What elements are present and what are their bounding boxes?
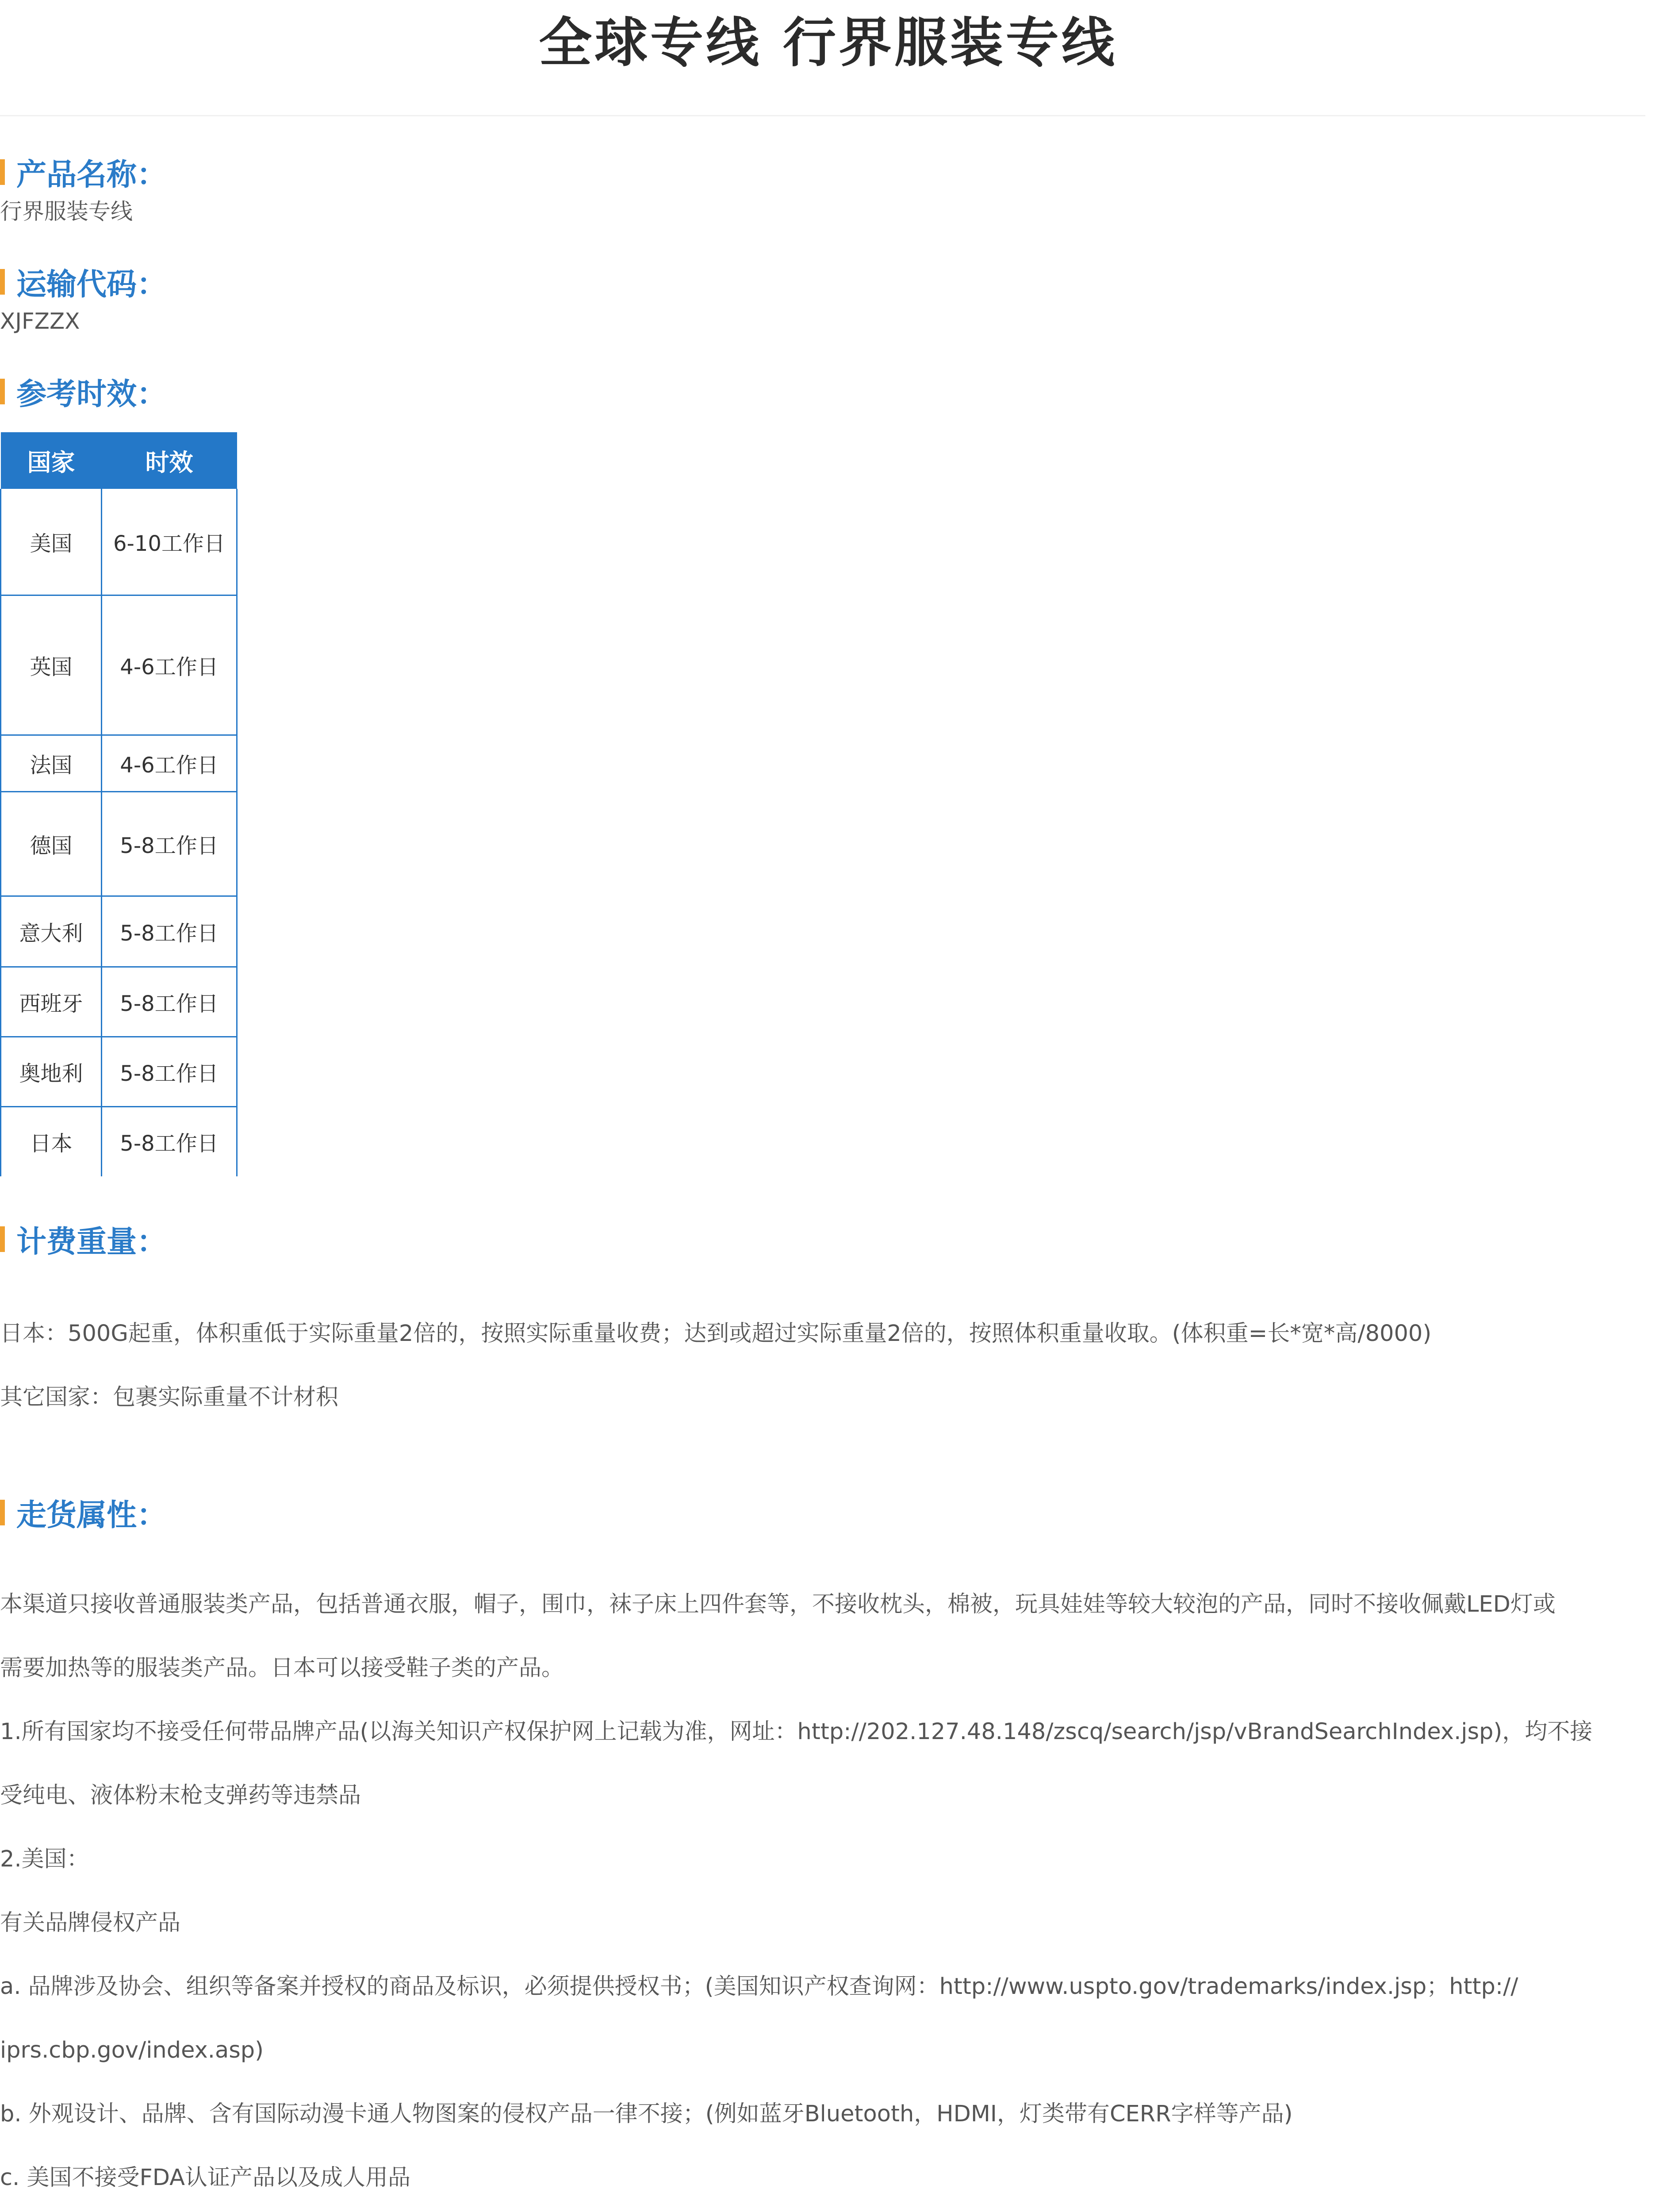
cargo-line: c. 美国不接受FDA认证产品以及成人用品 [0,2165,411,2191]
timing-country-cell: 奥地利 [1,1037,102,1106]
table-row [1,735,237,791]
timing-country-cell: 英国 [1,595,102,735]
timing-time-cell: 5-8工作日 [102,967,237,1037]
timing-country-cell: 美国 [1,489,102,595]
timing-time-cell: 5-8工作日 [102,896,237,967]
timing-time-cell: 4-6工作日 [102,735,237,791]
heading-accent-bar [0,269,5,295]
cargo-line: iprs.cbp.gov/index.asp) [0,2037,264,2063]
billing-weight-line: 其它国家：包裹实际重量不计材积 [0,1384,339,1410]
timing-col-country: 国家 [1,432,102,489]
product-name-value: 行界服装专线 [0,199,133,224]
table-row [1,595,237,735]
timing-country-cell: 德国 [1,791,102,896]
cargo-line: 受纯电、液体粉末枪支弹药等违禁品 [0,1782,361,1809]
timing-heading [0,369,1656,414]
page-title: 全球专线 行界服装专线 [539,12,1117,74]
heading-accent-bar [0,1500,5,1525]
table-row [1,1106,237,1176]
billing-weight-heading [0,1217,1656,1261]
cargo-line: a. 品牌涉及协会、组织等备案并授权的商品及标识，必须提供授权书；(美国知识产权查询网：http://www.uspto.gov/trademarks/index.jsp；http:// [0,1974,1518,2000]
timing-country-cell: 日本 [1,1106,102,1176]
table-row [1,967,237,1037]
timing-time-cell: 5-8工作日 [102,791,237,896]
cargo-attributes-heading [0,1490,1656,1535]
timing-country-cell: 意大利 [1,896,102,967]
timing-table-header-row [1,432,237,489]
cargo-attributes-body [0,1573,1656,2212]
shipping-code-heading-text: 运输代码： [16,267,167,302]
heading-accent-bar [0,379,5,404]
cargo-line: 本渠道只接收普通服装类产品，包括普通衣服，帽子，围巾，袜子床上四件套等，不接收枕头，棉被，玩具娃娃等较大较泡的产品，同时不接收佩戴LED灯或 [0,1591,1556,1617]
table-row [1,896,237,967]
table-row [1,489,237,595]
product-name-heading [0,150,1656,194]
billing-weight-line: 日本：500G起重，体积重低于实际重量2倍的，按照实际重量收费；达到或超过实际重量2倍的，按照体积重量收取。(体积重=长*宽*高/8000) [0,1321,1432,1347]
billing-weight-heading-text: 计费重量： [16,1224,167,1260]
timing-time-cell: 6-10工作日 [102,489,237,595]
shipping-code-heading [0,260,1656,304]
timing-heading-text: 参考时效： [16,376,167,412]
billing-weight-body [0,1302,1656,1429]
timing-table [0,432,238,1176]
cargo-line [0,2210,1656,2212]
title-divider [0,115,1645,116]
cargo-attributes-heading-text: 走货属性： [16,1498,167,1533]
cargo-line: 有关品牌侵权产品 [0,1910,181,1936]
heading-accent-bar [0,1226,5,1252]
cargo-line: 1.所有国家均不接受任何带品牌产品(以海关知识产权保护网上记载为准，网址：http://202.127.48.148/zscq/search/jsp/vBrandSearchIndex.jsp)，均不接 [0,1719,1593,1745]
timing-time-cell: 4-6工作日 [102,595,237,735]
timing-time-cell: 5-8工作日 [102,1037,237,1106]
cargo-line: 需要加热等的服装类产品。日本可以接受鞋子类的产品。 [0,1655,564,1681]
table-row [1,791,237,896]
cargo-line: 2.美国： [0,1846,89,1872]
timing-col-time: 时效 [102,432,237,489]
timing-time-cell: 5-8工作日 [102,1106,237,1176]
shipping-code-value: XJFZZX [0,308,80,334]
heading-accent-bar [0,159,5,185]
timing-country-cell: 西班牙 [1,967,102,1037]
cargo-line: b. 外观设计、品牌、含有国际动漫卡通人物图案的侵权产品一律不接；(例如蓝牙Bluetooth，HDMI，灯类带有CERR字样等产品) [0,2101,1293,2127]
timing-country-cell: 法国 [1,735,102,791]
table-row [1,1037,237,1106]
product-name-heading-text: 产品名称： [16,157,167,192]
